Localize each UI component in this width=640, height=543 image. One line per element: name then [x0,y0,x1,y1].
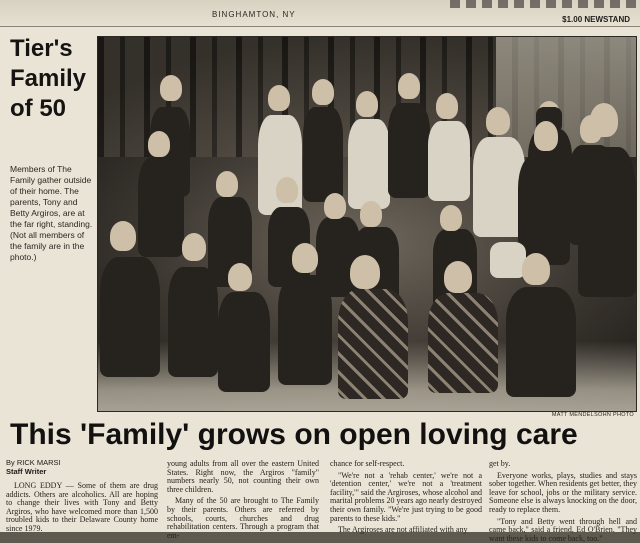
person-figure [100,257,160,377]
person-head [486,107,510,135]
person-head [276,177,298,203]
person-figure-plaid-jacket [428,293,498,393]
sidebar-headline-line-2: Family [10,65,87,92]
person-figure [138,157,184,257]
masthead-price: $1.00 NEWSTAND [562,15,630,24]
person-head [440,205,462,231]
masthead-nameplate-fragment [450,0,640,8]
person-head-father [590,103,618,137]
person-head [324,193,346,219]
article-column-3 [330,459,482,535]
article-paragraph: "We're not a 'rehab center,' we're not a 'detention center,' we're not a 'treatment facility,'" said the Argiroses, whose alcohol and marital problems 20 years ago nearly destroyed their own family. "We're just trying to be good parents to these kids." [330,470,482,523]
photo-caption-column [10,34,94,263]
byline [6,458,156,476]
article-paragraph: Many of the 50 are brought to The Family by their parents. Others are referred by schools, courts, churches and drug rehabilitation centers. Through a program that em- [167,496,319,540]
article-column-1 [6,482,158,534]
person-figure [428,121,470,201]
person-head [268,85,290,111]
person-head [160,75,182,101]
article-paragraph: Everyone works, plays, studies and stays sober together. When residents get better, they leave for school, jobs or the military service. Someone else is always knocking on the door, ready to replace them. [489,470,637,514]
person-head [292,243,318,273]
person-head [148,131,170,157]
photo-credit: MATT MENDELSOHN PHOTO [551,412,634,418]
person-head [398,73,420,99]
article-headline: This 'Family' grows on open loving care [10,418,578,451]
article-paragraph: LONG EDDY — Some of them are drug addicts. Others are alcoholics. All are hoping to change their lives with Tony and Betty Argiros, who have welcomed more than 1,500 troubled kids to their Delaware County home since 1979. [6,481,158,533]
article-column-2 [167,459,319,540]
person-figure [303,107,343,202]
person-head [444,261,472,293]
masthead-strip [0,0,640,27]
person-head [356,91,378,117]
person-figure [218,292,270,392]
family-group-photo [97,36,637,412]
article-column-4 [489,459,637,543]
person-head [110,221,136,251]
person-figure [506,287,576,397]
person-figure [348,119,390,209]
masthead-city: BINGHAMTON, NY [212,10,296,19]
person-head [182,233,206,261]
person-head [312,79,334,105]
byline-role: Staff Writer [6,467,47,476]
person-figure [388,103,430,198]
sidebar-headline [10,34,94,124]
article-paragraph: The Argiroses are not affiliated with any [338,525,468,535]
person-figure [168,267,218,377]
person-figure-mother [518,155,570,265]
sidebar-headline-line-3: of 50 [10,95,67,122]
sidebar-headline-line-1: Tier's [10,35,73,62]
person-head [360,201,382,227]
article-paragraph: "Tony and Betty went through hell and came back," said a friend, Ed O'Brien. "They want these kids to come back, too." [489,516,637,543]
person-head [436,93,458,119]
small-dog [490,242,526,278]
person-head-mother [534,121,558,151]
byline-author: By RICK MARSI [6,458,61,467]
person-figure [278,275,332,385]
article-paragraph: chance for self-respect. [330,459,405,468]
photo-caption: Members of The Family gather outside of their home. The parents, Tony and Betty Argiros, are at the far right, standing. (Not all members of the family are in the photo.) [10,164,93,262]
article-paragraph: get by. [489,459,511,468]
person-figure-father [578,147,636,297]
person-figure-plaid-jacket [338,289,408,399]
person-head [216,171,238,197]
person-head [522,253,550,285]
person-head [228,263,252,291]
article-paragraph: young adults from all over the eastern United States. Right now, the Argiros "family" numbers nearly 50, not counting their own three children. [167,459,319,494]
person-head [350,255,380,289]
